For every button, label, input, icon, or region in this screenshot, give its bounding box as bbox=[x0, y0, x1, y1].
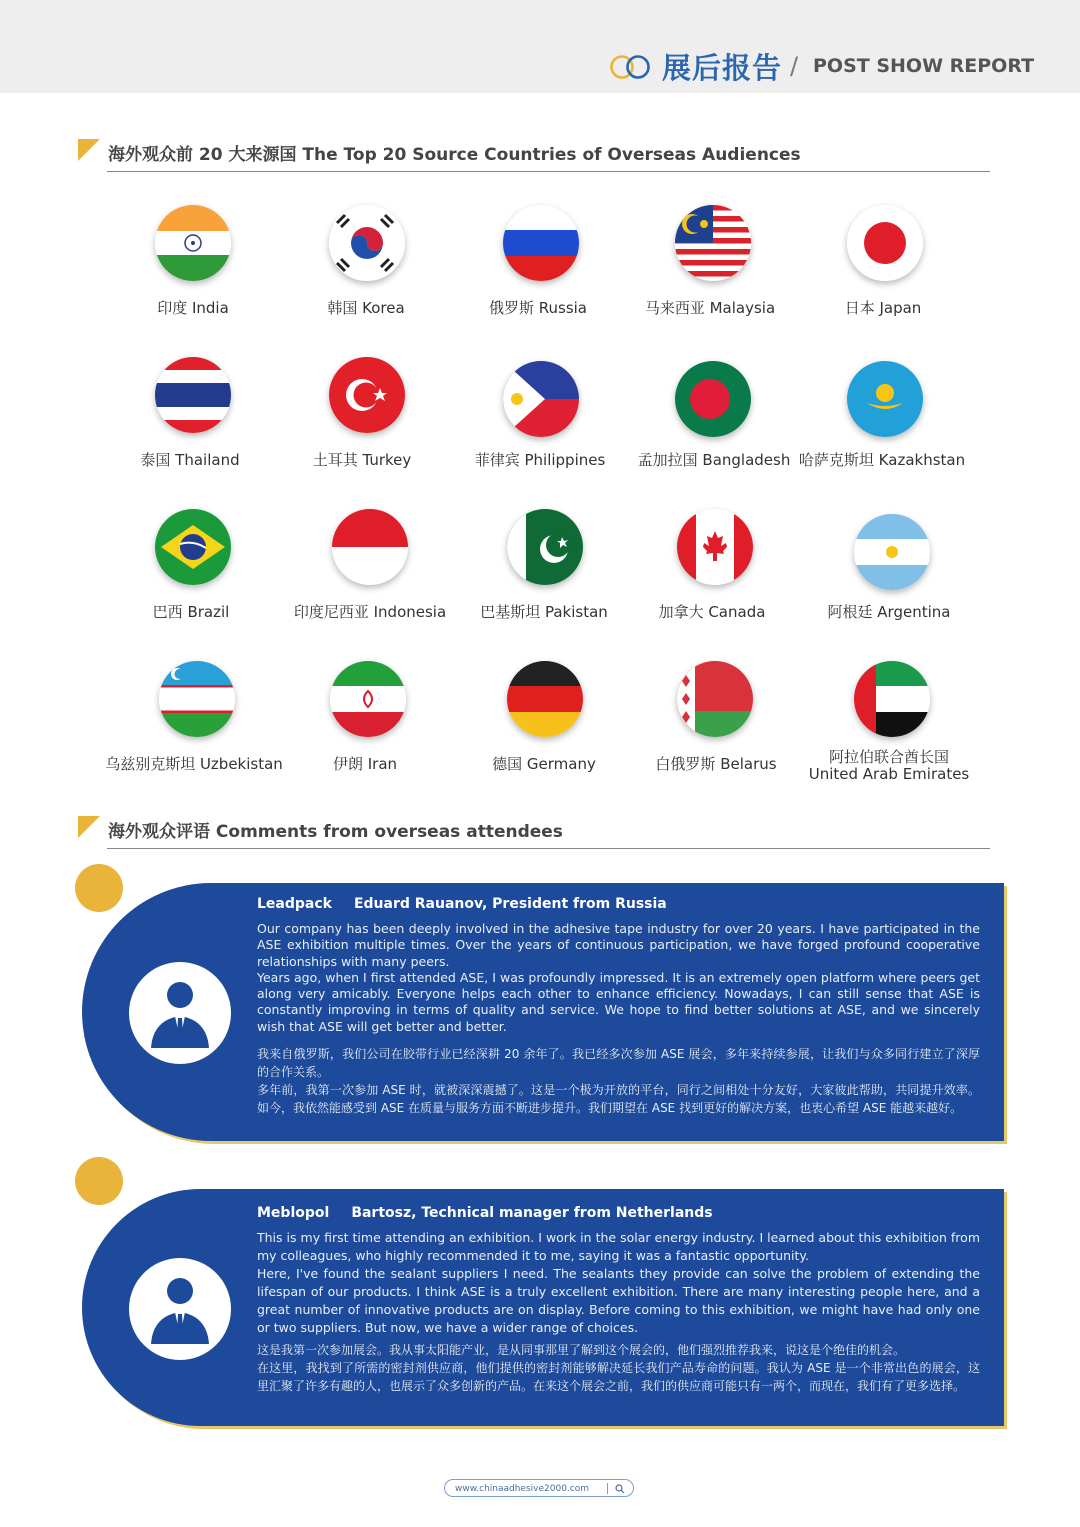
title-separator: / bbox=[790, 52, 799, 80]
rings-logo-icon bbox=[608, 53, 654, 81]
argentina-flag-icon bbox=[854, 514, 930, 590]
report-title-cn: 展后报告 bbox=[662, 51, 783, 85]
comment-header bbox=[257, 896, 667, 912]
report-title-en: POST SHOW REPORT bbox=[813, 55, 1035, 77]
comment-text-cn bbox=[257, 1045, 980, 1117]
person-avatar-icon bbox=[129, 1258, 231, 1360]
bangladesh-flag-icon bbox=[675, 361, 751, 437]
indonesia-flag-icon bbox=[332, 509, 408, 585]
country-label: 白俄罗斯 Belarus bbox=[655, 755, 777, 773]
section-divider bbox=[107, 171, 990, 172]
country-label: 伊朗 Iran bbox=[332, 755, 398, 773]
section-title-countries: 海外观众前 20 大来源国 The Top 20 Source Countries of Overseas Audiences bbox=[108, 145, 801, 165]
search-icon[interactable] bbox=[615, 1484, 625, 1494]
country-label: 泰国 Thailand bbox=[140, 451, 240, 469]
japan-flag-icon bbox=[847, 205, 923, 281]
person-name: Bartosz, Technical manager from Netherlands bbox=[351, 1205, 713, 1221]
comment-header bbox=[257, 1205, 713, 1221]
country-label: 加拿大 Canada bbox=[658, 603, 766, 621]
section-marker-icon bbox=[78, 816, 100, 838]
country-label: 马来西亚 Malaysia bbox=[644, 299, 776, 317]
country-label-uae bbox=[789, 749, 989, 783]
canada-flag-icon bbox=[677, 509, 753, 585]
uae-flag-icon bbox=[854, 661, 930, 737]
comment-paragraph: Years ago, when I first attended ASE, I was profoundly impressed. It is an extremely open platform where peers get along very amicably. Everyone helps each other to enhance efficiency. Nowadays, I can still sense that ASE is constantly improving in terms of quality and service. We hope to find better solutions at ASE, and we sincerely wish that ASE will get better and better. bbox=[257, 969, 980, 1034]
decor-dot bbox=[75, 864, 123, 912]
comment-paragraph: 这是我第一次参加展会。我从事太阳能产业，是从同事那里了解到这个展会的，他们强烈推荐我来，说这是个绝佳的机会。 bbox=[257, 1343, 906, 1357]
person-name: Eduard Rauanov, President from Russia bbox=[353, 896, 667, 912]
country-label: 菲律宾 Philippines bbox=[474, 451, 606, 469]
comment-paragraph: 多年前，我第一次参加 ASE 时，就被深深震撼了。这是一个极为开放的平台，同行之间相处十分友好，大家彼此帮助，共同提升效率。如今，我依然能感受到 ASE 在质量与服务方面不断进步提升。我们期望在 ASE 找到更好的解决方案，也衷心希望 ASE 能越来越好。 bbox=[257, 1083, 980, 1115]
germany-flag-icon bbox=[507, 661, 583, 737]
country-label: 印度尼西亚 Indonesia bbox=[293, 603, 447, 621]
country-label: 德国 Germany bbox=[492, 755, 596, 773]
country-label: 韩国 Korea bbox=[327, 299, 405, 317]
decor-dot bbox=[75, 1157, 123, 1205]
uzbekistan-flag-icon bbox=[159, 661, 235, 737]
country-label: 日本 Japan bbox=[844, 299, 922, 317]
section-title-comments: 海外观众评语 Comments from overseas attendees bbox=[108, 822, 563, 842]
website-url-badge[interactable] bbox=[444, 1479, 634, 1497]
comment-card bbox=[82, 883, 1004, 1141]
kazakhstan-flag-icon bbox=[847, 361, 923, 437]
url-separator bbox=[607, 1483, 608, 1494]
turkey-flag-icon bbox=[329, 357, 405, 433]
comment-text-en bbox=[257, 921, 980, 1035]
iran-flag-icon bbox=[330, 661, 406, 737]
belarus-flag-icon bbox=[677, 661, 753, 737]
company-name: Meblopol bbox=[257, 1205, 330, 1221]
korea-flag-icon bbox=[329, 205, 405, 281]
russia-flag-icon bbox=[503, 205, 579, 281]
country-label: 哈萨克斯坦 Kazakhstan bbox=[798, 451, 966, 469]
company-name: Leadpack bbox=[257, 896, 332, 912]
pakistan-flag-icon bbox=[507, 509, 583, 585]
philippines-flag-icon bbox=[503, 361, 579, 437]
country-label: 巴基斯坦 Pakistan bbox=[480, 603, 608, 621]
comment-paragraph: This is my first time attending an exhibition. I work in the solar energy industry. I learned about this exhibition from my colleagues, who highly recommended it to me, saying it was a fantastic opportunity. bbox=[257, 1230, 980, 1263]
country-label: 乌兹别克斯坦 Uzbekistan bbox=[105, 755, 283, 773]
country-label: 巴西 Brazil bbox=[152, 603, 230, 621]
section-marker-icon bbox=[78, 139, 100, 161]
comment-card bbox=[82, 1189, 1004, 1426]
section-divider bbox=[107, 848, 990, 849]
comment-paragraph: Our company has been deeply involved in the adhesive tape industry for over 20 years. I have participated in the ASE exhibition multiple times. Over the years of continuous participation, we have forged profound cooperative relationships with many peers. bbox=[257, 921, 980, 969]
india-flag-icon bbox=[155, 205, 231, 281]
country-label: 阿根廷 Argentina bbox=[827, 603, 951, 621]
malaysia-flag-icon bbox=[675, 205, 751, 281]
country-label: 俄罗斯 Russia bbox=[488, 299, 587, 317]
comment-text-cn bbox=[257, 1341, 980, 1395]
country-label: 印度 India bbox=[157, 299, 229, 317]
person-avatar-icon bbox=[129, 962, 231, 1064]
brazil-flag-icon bbox=[155, 509, 231, 585]
country-label-cn: 阿拉伯联合酋长国 bbox=[828, 748, 949, 766]
country-label-en: United Arab Emirates bbox=[808, 765, 970, 783]
country-label: 孟加拉国 Bangladesh bbox=[637, 451, 791, 469]
comment-paragraph: Here, I've found the sealant suppliers I need. The sealants they provide can solve the problem of extending the lifespan of our products. I think ASE is a truly excellent exhibition. There are many interesting people here, and a great number of innovative products are on display. Before coming to this exhibition, we might have had only one or two suppliers. But now, we have a wider range of choices. bbox=[257, 1266, 980, 1335]
country-label: 土耳其 Turkey bbox=[312, 451, 412, 469]
comment-paragraph: 在这里，我找到了所需的密封剂供应商，他们提供的密封剂能够解决延长我们产品寿命的问题。我认为 ASE 是一个非常出色的展会，这里汇聚了许多有趣的人，也展示了众多创新的产品。在来这个展会之前，我们的供应商可能只有一两个，而现在，我们有了更多选择。 bbox=[257, 1361, 980, 1393]
page-header bbox=[0, 0, 1080, 93]
comment-paragraph: 我来自俄罗斯，我们公司在胶带行业已经深耕 20 余年了。我已经多次参加 ASE 展会，多年来持续参展，让我们与众多同行建立了深厚的合作关系。 bbox=[257, 1047, 980, 1079]
thailand-flag-icon bbox=[155, 357, 231, 433]
website-url[interactable]: www.chinaadhesive2000.com bbox=[455, 1484, 589, 1494]
comment-text-en bbox=[257, 1229, 980, 1337]
